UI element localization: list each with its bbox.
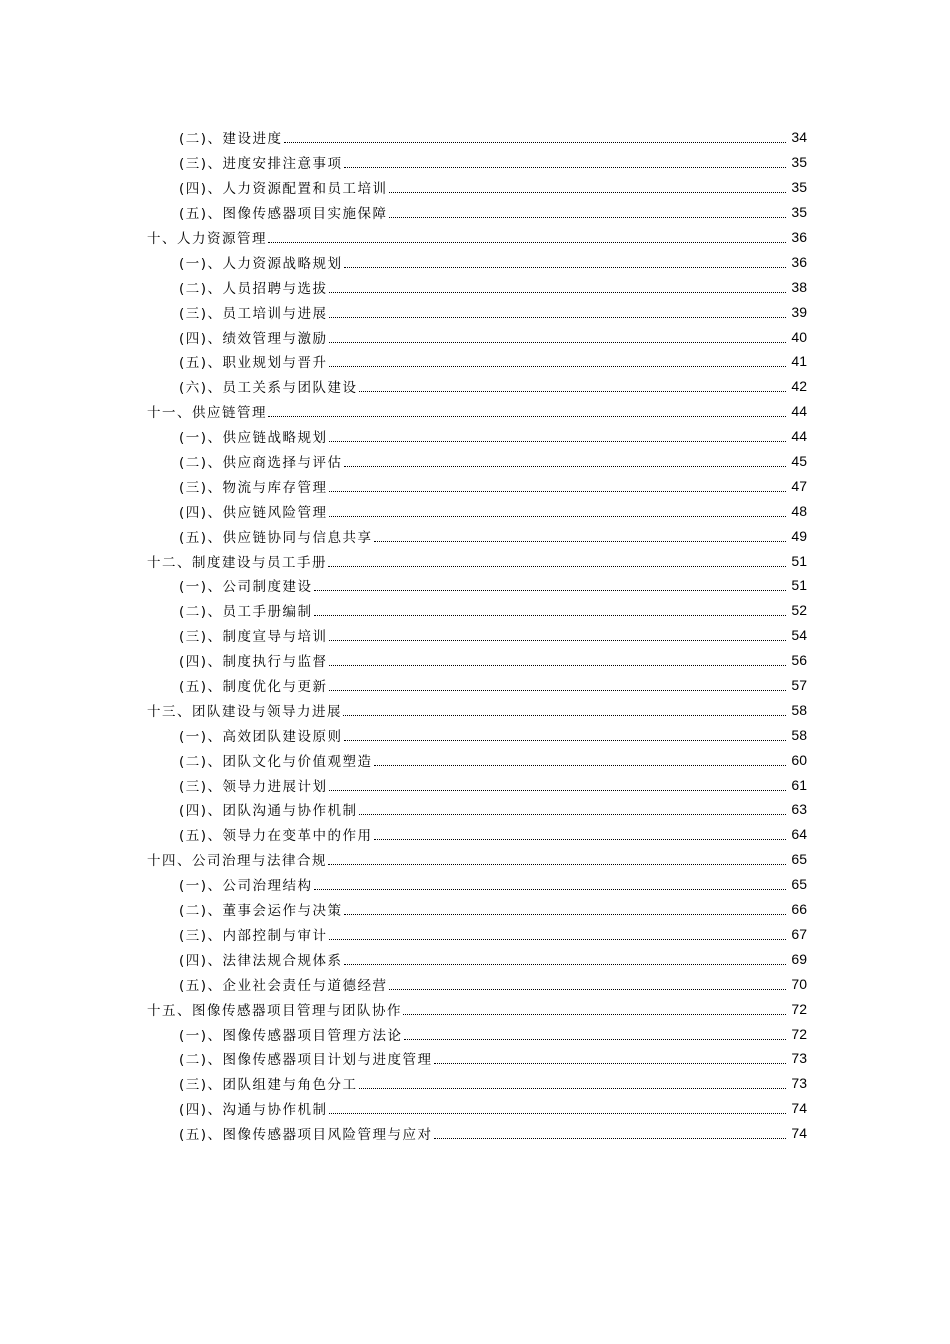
toc-dot-leader [329,689,786,691]
toc-page-number: 40 [791,328,807,345]
toc-section-entry[interactable] [0,374,950,399]
toc-section-entry[interactable] [0,498,950,523]
toc-dot-leader [314,888,786,890]
toc-dot-leader [329,341,786,343]
toc-entry-title: (五)、制度优化与更新 [179,679,328,696]
toc-entry-title: 十一、供应链管理 [147,405,267,422]
toc-entry-title: (四)、人力资源配置和员工培训 [179,181,388,198]
toc-dot-leader [329,291,786,293]
toc-page-number: 44 [791,428,807,445]
toc-page-number: 73 [791,1075,807,1092]
toc-page-number: 57 [791,677,807,694]
toc-entry-title: (三)、员工培训与进展 [179,305,328,322]
toc-page-number: 47 [791,477,807,494]
toc-entry-title: (四)、沟通与协作机制 [179,1102,328,1119]
toc-entry-title: (四)、绩效管理与激励 [179,330,328,347]
toc-entry-title: 十二、制度建设与员工手册 [147,554,327,571]
toc-page-number: 67 [791,925,807,942]
toc-dot-leader [374,764,786,766]
toc-page-number: 61 [791,776,807,793]
toc-entry-title: (一)、供应链战略规划 [179,430,328,447]
toc-chapter-entry[interactable] [0,225,950,250]
toc-page-number: 69 [791,950,807,967]
toc-page-number: 35 [791,179,807,196]
toc-dot-leader [329,938,786,940]
toc-section-entry[interactable] [0,897,950,922]
toc-dot-leader [389,988,786,990]
toc-section-entry[interactable] [0,473,950,498]
toc-dot-leader [329,316,786,318]
toc-entry-title: (五)、领导力在变革中的作用 [179,828,373,845]
toc-entry-title: (一)、人力资源战略规划 [179,255,343,272]
toc-page-number: 52 [791,602,807,619]
toc-entry-title: (二)、董事会运作与决策 [179,903,343,920]
toc-entry-title: 十四、公司治理与法律合规 [147,853,327,870]
toc-section-entry[interactable] [0,200,950,225]
toc-section-entry[interactable] [0,648,950,673]
toc-dot-leader [329,639,786,641]
toc-section-entry[interactable] [0,349,950,374]
toc-entry-title: (六)、员工关系与团队建设 [179,380,358,397]
toc-page-number: 66 [791,901,807,918]
toc-chapter-entry[interactable] [0,697,950,722]
toc-page-number: 54 [791,627,807,644]
toc-section-entry[interactable] [0,747,950,772]
toc-dot-leader [328,863,786,865]
toc-entry-title: (四)、制度执行与监督 [179,654,328,671]
table-of-contents [0,125,950,1146]
toc-page-number: 72 [791,1025,807,1042]
toc-dot-leader [314,589,786,591]
toc-dot-leader [359,390,786,392]
toc-dot-leader [434,1062,786,1064]
toc-dot-leader [314,614,786,616]
toc-dot-leader [389,191,786,193]
toc-entry-title: (二)、人员招聘与选拔 [179,280,328,297]
toc-dot-leader [389,216,786,218]
toc-dot-leader [344,739,786,741]
toc-dot-leader [403,1013,786,1015]
toc-entry-title: (二)、员工手册编制 [179,604,313,621]
toc-entry-title: (二)、供应商选择与评估 [179,455,343,472]
toc-entry-title: (二)、建设进度 [179,131,283,148]
toc-dot-leader [343,714,786,716]
toc-page-number: 48 [791,502,807,519]
toc-page-number: 58 [791,701,807,718]
toc-section-entry[interactable] [0,946,950,971]
toc-entry-title: (三)、内部控制与审计 [179,927,328,944]
toc-dot-leader [374,838,786,840]
toc-entry-title: (四)、团队沟通与协作机制 [179,803,358,820]
toc-page-number: 51 [791,577,807,594]
toc-chapter-entry[interactable] [0,847,950,872]
toc-page-number: 36 [791,229,807,245]
toc-page-number: 38 [791,278,807,295]
toc-chapter-entry[interactable] [0,399,950,424]
toc-section-entry[interactable] [0,822,950,847]
toc-chapter-entry[interactable] [0,548,950,573]
toc-section-entry[interactable] [0,175,950,200]
toc-page-number: 35 [791,204,807,221]
toc-page-number: 65 [791,851,807,868]
toc-page-number: 60 [791,751,807,768]
toc-entry-title: (四)、法律法规合规体系 [179,952,343,969]
toc-section-entry[interactable] [0,623,950,648]
toc-entry-title: (三)、领导力进展计划 [179,778,328,795]
toc-page-number: 63 [791,801,807,818]
toc-section-entry[interactable] [0,1096,950,1121]
toc-dot-leader [359,1087,786,1089]
toc-dot-leader [268,241,786,243]
toc-section-entry[interactable] [0,274,950,299]
toc-section-entry[interactable] [0,249,950,274]
toc-entry-title: (一)、图像传感器项目管理方法论 [179,1027,403,1044]
toc-page-number: 42 [791,378,807,395]
toc-page-number: 34 [791,129,807,146]
toc-page-number: 39 [791,303,807,320]
toc-entry-title: (五)、职业规划与晋升 [179,355,328,372]
toc-section-entry[interactable] [0,424,950,449]
toc-page-number: 51 [791,552,807,569]
toc-page-number: 64 [791,826,807,843]
toc-entry-title: (一)、高效团队建设原则 [179,728,343,745]
toc-dot-leader [329,1112,786,1114]
toc-dot-leader [329,515,786,517]
toc-dot-leader [344,913,786,915]
toc-dot-leader [404,1038,786,1040]
toc-page-number: 49 [791,527,807,544]
toc-section-entry[interactable] [0,1121,950,1146]
toc-page-number: 44 [791,403,807,420]
toc-entry-title: (三)、进度安排注意事项 [179,156,343,173]
toc-entry-title: (一)、公司治理结构 [179,878,313,895]
toc-page-number: 35 [791,154,807,171]
toc-dot-leader [344,266,786,268]
toc-dot-leader [328,565,786,567]
toc-page-number: 70 [791,975,807,992]
toc-page-number: 45 [791,453,807,470]
toc-dot-leader [434,1137,786,1139]
toc-section-entry[interactable] [0,797,950,822]
toc-entry-title: 十五、图像传感器项目管理与团队协作 [147,1002,402,1019]
toc-dot-leader [344,166,786,168]
toc-dot-leader [344,963,786,965]
toc-entry-title: (一)、公司制度建设 [179,579,313,596]
toc-dot-leader [329,365,786,367]
toc-chapter-entry[interactable] [0,996,950,1021]
toc-page-number: 56 [791,652,807,669]
toc-dot-leader [374,540,786,542]
toc-page-number: 36 [791,253,807,270]
toc-page-number: 74 [791,1125,807,1142]
toc-entry-title: (三)、物流与库存管理 [179,479,328,496]
toc-section-entry[interactable] [0,1046,950,1071]
toc-entry-title: (三)、团队组建与角色分工 [179,1077,358,1094]
toc-dot-leader [344,465,786,467]
toc-section-entry[interactable] [0,324,950,349]
toc-dot-leader [329,664,786,666]
toc-section-entry[interactable] [0,523,950,548]
toc-section-entry[interactable] [0,772,950,797]
toc-entry-title: (五)、企业社会责任与道德经营 [179,977,388,994]
toc-dot-leader [329,490,786,492]
toc-page-number: 65 [791,876,807,893]
toc-section-entry[interactable] [0,125,950,150]
toc-page-number: 41 [791,353,807,370]
toc-section-entry[interactable] [0,922,950,947]
toc-section-entry[interactable] [0,449,950,474]
toc-section-entry[interactable] [0,573,950,598]
toc-entry-title: (三)、制度宣导与培训 [179,629,328,646]
toc-entry-title: 十、人力资源管理 [147,231,267,247]
toc-page-number: 72 [791,1000,807,1017]
toc-page-number: 74 [791,1100,807,1117]
toc-section-entry[interactable] [0,722,950,747]
toc-section-entry[interactable] [0,1071,950,1096]
toc-section-entry[interactable] [0,150,950,175]
toc-section-entry[interactable] [0,872,950,897]
toc-entry-title: 十三、团队建设与领导力进展 [147,703,342,720]
toc-dot-leader [359,813,786,815]
toc-section-entry[interactable] [0,299,950,324]
toc-section-entry[interactable] [0,1021,950,1046]
toc-entry-title: (五)、供应链协同与信息共享 [179,529,373,546]
toc-dot-leader [268,415,786,417]
toc-section-entry[interactable] [0,673,950,698]
toc-entry-title: (四)、供应链风险管理 [179,504,328,521]
toc-section-entry[interactable] [0,598,950,623]
toc-section-entry[interactable] [0,971,950,996]
toc-dot-leader [329,440,786,442]
toc-entry-title: (五)、图像传感器项目实施保障 [179,206,388,223]
toc-dot-leader [284,141,786,143]
toc-page-number: 73 [791,1050,807,1067]
toc-entry-title: (二)、团队文化与价值观塑造 [179,753,373,770]
toc-entry-title: (五)、图像传感器项目风险管理与应对 [179,1127,433,1144]
toc-page-number: 58 [791,726,807,743]
toc-entry-title: (二)、图像传感器项目计划与进度管理 [179,1052,433,1069]
toc-dot-leader [329,789,786,791]
